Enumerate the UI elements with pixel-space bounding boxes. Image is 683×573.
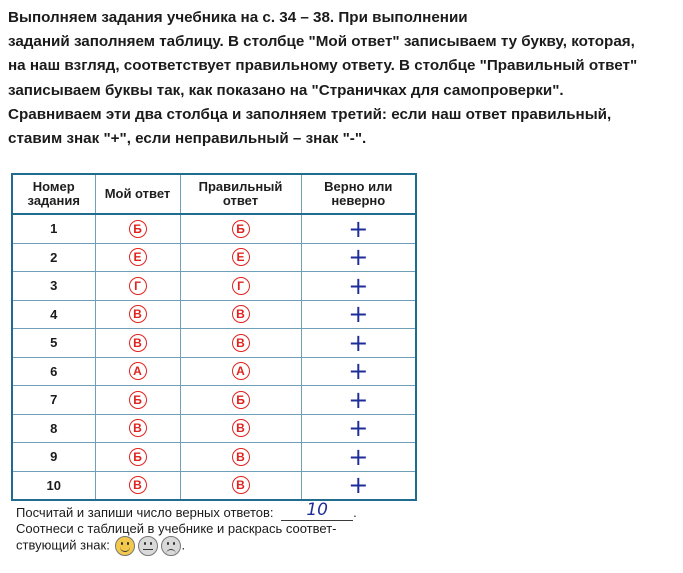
table-row (12, 471, 416, 500)
correct-answer-letter: В (232, 305, 250, 323)
correct-answer-cell (180, 414, 301, 443)
correct-answer-cell (180, 272, 301, 301)
my-answer-letter: Б (129, 220, 147, 238)
correct-answer-cell (180, 329, 301, 358)
instruction-line: Сравниваем эти два столбца и заполняем третий: если наш ответ правильный, (8, 105, 612, 123)
table-row (12, 272, 416, 301)
result-cell (301, 272, 416, 301)
task-number-cell: 9 (12, 443, 95, 472)
task-number-cell: 3 (12, 272, 95, 301)
result-cell (301, 300, 416, 329)
my-answer-cell (95, 357, 180, 386)
result-mark: + (348, 414, 369, 443)
correct-answer-letter: В (232, 448, 250, 466)
correct-answer-letter: В (232, 419, 250, 437)
correct-answer-letter: В (232, 334, 250, 352)
my-answer-cell (95, 272, 180, 301)
result-cell (301, 357, 416, 386)
correct-answer-letter: А (232, 362, 250, 380)
header-correct-answer: Правильный ответ (180, 174, 301, 214)
my-answer-letter: В (129, 419, 147, 437)
count-row (16, 500, 436, 521)
task-number-cell: 4 (12, 300, 95, 329)
count-answer-field (281, 500, 353, 521)
my-answer-letter: В (129, 334, 147, 352)
correct-answer-letter: Б (232, 220, 250, 238)
table-row (12, 443, 416, 472)
instruction-line: ставим знак "+", если неправильный – знак "-". (8, 130, 367, 148)
table-row (12, 329, 416, 358)
header-my-answer: Мой ответ (95, 174, 180, 214)
answers-table-container (11, 173, 415, 500)
my-answer-cell (95, 414, 180, 443)
result-mark: + (348, 357, 369, 386)
result-mark: + (348, 442, 369, 471)
table-row (12, 386, 416, 415)
my-answer-letter: Е (129, 248, 147, 266)
task-number-cell: 8 (12, 414, 95, 443)
footer-tasks (16, 500, 436, 556)
correct-answer-cell (180, 443, 301, 472)
table-row (12, 243, 416, 272)
result-cell (301, 243, 416, 272)
result-cell (301, 386, 416, 415)
my-answer-cell (95, 329, 180, 358)
instruction-line: записываем буквы так, как показано на "Страничках для самопроверки". (8, 81, 564, 99)
my-answer-cell (95, 300, 180, 329)
my-answer-letter: А (129, 362, 147, 380)
result-cell (301, 471, 416, 500)
correct-answer-cell (180, 386, 301, 415)
result-cell (301, 414, 416, 443)
count-end: . (353, 505, 357, 520)
smileys-group (115, 536, 181, 556)
result-mark: + (348, 243, 369, 272)
compare-row-2 (16, 536, 436, 556)
header-result: Верно или неверно (301, 174, 416, 214)
result-cell (301, 329, 416, 358)
my-answer-letter: Б (129, 391, 147, 409)
table-row (12, 414, 416, 443)
compare-end: . (181, 537, 186, 553)
correct-answer-cell (180, 300, 301, 329)
count-prompt: Посчитай и запиши число верных ответов: (16, 505, 274, 520)
answers-table (11, 173, 417, 501)
result-mark: + (348, 214, 369, 243)
result-cell (301, 443, 416, 472)
result-mark: + (348, 328, 369, 357)
happy-smiley-icon (115, 536, 135, 556)
result-mark: + (348, 300, 369, 329)
result-cell (301, 214, 416, 243)
compare-line-1: Соотнеси с таблицей в учебнике и раскрась соответ- (16, 521, 337, 536)
task-number-cell: 1 (12, 214, 95, 243)
header-task-number: Номер задания (12, 174, 95, 214)
my-answer-cell (95, 214, 180, 243)
correct-answer-letter: В (232, 476, 250, 494)
result-mark: + (348, 385, 369, 414)
correct-answer-cell (180, 357, 301, 386)
correct-answer-letter: Б (232, 391, 250, 409)
result-mark: + (348, 471, 369, 500)
task-number-cell: 6 (12, 357, 95, 386)
sad-smiley-icon (161, 536, 181, 556)
instructions-text (8, 6, 673, 151)
task-number-cell: 5 (12, 329, 95, 358)
table-row (12, 300, 416, 329)
neutral-smiley-icon (138, 536, 158, 556)
table-row (12, 357, 416, 386)
my-answer-cell (95, 243, 180, 272)
task-number-cell: 7 (12, 386, 95, 415)
compare-line-2: ствующий знак: (16, 537, 110, 553)
correct-answer-cell (180, 214, 301, 243)
table-row (12, 214, 416, 243)
count-answer-value: 10 (306, 500, 328, 520)
table-header-row (12, 174, 416, 214)
correct-answer-letter: Е (232, 248, 250, 266)
my-answer-letter: В (129, 476, 147, 494)
correct-answer-letter: Г (232, 277, 250, 295)
my-answer-letter: Б (129, 448, 147, 466)
my-answer-cell (95, 443, 180, 472)
my-answer-cell (95, 471, 180, 500)
instruction-line: заданий заполняем таблицу. В столбце "Мой ответ" записываем ту букву, которая, (8, 33, 635, 51)
correct-answer-cell (180, 471, 301, 500)
correct-answer-cell (180, 243, 301, 272)
task-number-cell: 2 (12, 243, 95, 272)
task-number-cell: 10 (12, 471, 95, 500)
instruction-line: на наш взгляд, соответствует правильному ответу. В столбце "Правильный ответ" (8, 57, 638, 75)
my-answer-letter: Г (129, 277, 147, 295)
result-mark: + (348, 271, 369, 300)
my-answer-letter: В (129, 305, 147, 323)
instruction-line: Выполняем задания учебника на с. 34 – 38. При выполнении (8, 9, 468, 26)
my-answer-cell (95, 386, 180, 415)
